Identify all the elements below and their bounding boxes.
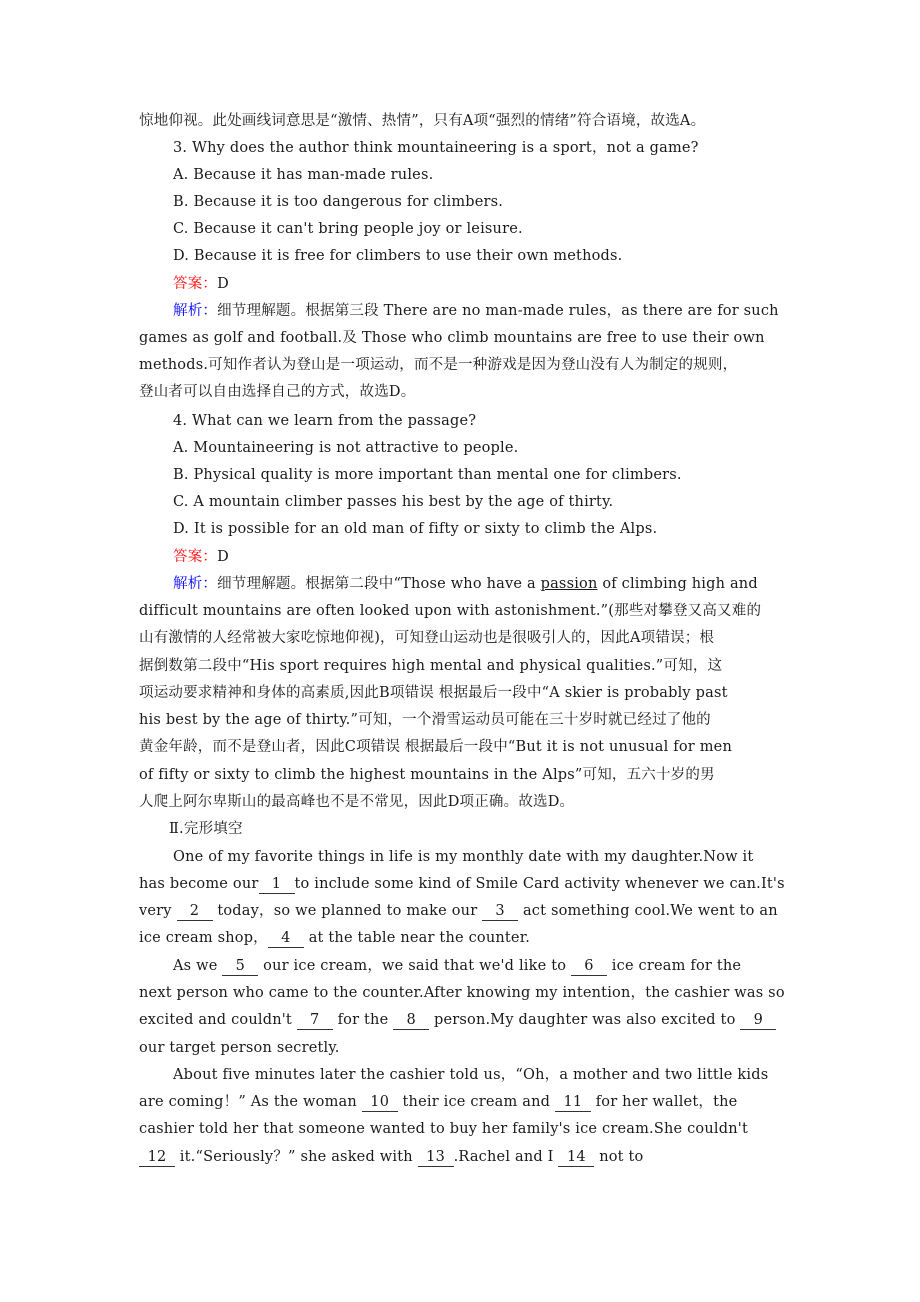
analysis-label: 解析：	[173, 576, 218, 592]
q3-analysis-line: games as golf and football.及 Those who climb mountains are free to use their own	[139, 330, 765, 346]
blank-1: 1	[259, 875, 295, 894]
question-3: 3. Why does the author think mountaineering is a sport，not a game?	[173, 140, 699, 156]
cloze-line: One of my favorite things in life is my monthly date with my daughter.Now it	[173, 849, 754, 865]
q4-option-b: B. Physical quality is more important than mental one for climbers.	[173, 467, 682, 483]
cloze-line: our target person secretly.	[139, 1040, 340, 1056]
blank-13: 13	[418, 1148, 454, 1167]
q3-analysis-line: 解析：细节理解题。根据第三段 There are no man-made rules，as there are for such	[173, 303, 779, 319]
cloze-line: very 2 today，so we planned to make our 3 act something cool.We went to an	[139, 903, 778, 919]
answer-label: 答案：	[173, 276, 218, 292]
q4-answer	[173, 544, 229, 571]
blank-8: 8	[393, 1011, 429, 1030]
blank-9: 9	[740, 1011, 776, 1030]
q4-analysis-line: 人爬上阿尔卑斯山的最高峰也不是不常见，因此D项正确。故选D。	[139, 794, 575, 810]
q3-option-d: D. Because it is free for climbers to use their own methods.	[173, 248, 623, 264]
text-line: 惊地仰视。此处画线词意思是“激情、热情”，只有A项“强烈的情绪”符合语境，故选A。	[139, 113, 706, 129]
q4-analysis-line: 黄金年龄，而不是登山者，因此C项错误 根据最后一段中“But it is not unusual for men	[139, 739, 733, 755]
q3-analysis-line: methods.可知作者认为登山是一项运动，而不是一种游戏是因为登山没有人为制定的规则，	[139, 357, 738, 373]
answer-label: 答案：	[173, 549, 218, 565]
analysis-label: 解析：	[173, 303, 218, 319]
q4-analysis-line: his best by the age of thirty.”可知，一个滑雪运动员可能在三十岁时就已经过了他的	[139, 712, 711, 728]
q4-analysis-line: of fifty or sixty to climb the highest mountains in the Alps”可知，五六十岁的男	[139, 767, 715, 783]
cloze-line: has become our 1 to include some kind of Smile Card activity whenever we can.It's	[139, 876, 785, 892]
cloze-line: excited and couldn't 7 for the 8 person.My daughter was also excited to 9	[139, 1007, 776, 1034]
blank-4: 4	[268, 929, 304, 948]
cloze-line: cashier told her that someone wanted to buy her family's ice cream.She couldn't	[139, 1121, 748, 1137]
q3-option-b: B. Because it is too dangerous for climbers.	[173, 194, 504, 210]
q4-analysis-line: difficult mountains are often looked upon with astonishment.”(那些对攀登又高又难的	[139, 603, 762, 619]
q4-analysis-line: 据倒数第二段中“His sport requires high mental and physical qualities.”可知，这	[139, 658, 723, 674]
q4-option-c: C. A mountain climber passes his best by the age of thirty.	[173, 494, 614, 510]
question-4: 4. What can we learn from the passage?	[173, 413, 477, 429]
section-title: Ⅱ.完形填空	[169, 821, 243, 837]
blank-10: 10	[362, 1093, 398, 1112]
q3-analysis-line: 登山者可以自由选择自己的方式，故选D。	[139, 384, 416, 400]
blank-14: 14	[558, 1148, 594, 1167]
blank-11: 11	[555, 1093, 591, 1112]
underlined-word: passion	[540, 576, 598, 592]
answer-value: D	[217, 549, 229, 565]
q4-analysis-line: 解析：细节理解题。根据第二段中“Those who have a passion of climbing high and	[173, 576, 758, 592]
answer-value: D	[217, 276, 229, 292]
q4-option-d: D. It is possible for an old man of fifty or sixty to climb the Alps.	[173, 521, 658, 537]
cloze-line: 12 it.“Seriously？” she asked with 13 .Rachel and I 14 not to	[139, 1144, 643, 1171]
cloze-line: next person who came to the counter.After knowing my intention，the cashier was so	[139, 985, 785, 1001]
blank-5: 5	[222, 957, 258, 976]
cloze-line: ice cream shop， 4 at the table near the counter.	[139, 930, 531, 946]
cloze-line: are coming！” As the woman 10 their ice cream and 11 for her wallet，the	[139, 1094, 738, 1110]
blank-7: 7	[297, 1011, 333, 1030]
q4-analysis-line: 山有激情的人经常被大家吃惊地仰视)，可知登山运动也是很吸引人的，因此A项错误；根	[139, 630, 715, 646]
q4-option-a: A. Mountaineering is not attractive to people.	[173, 440, 519, 456]
blank-3: 3	[482, 902, 518, 921]
q3-option-a: A. Because it has man-made rules.	[173, 167, 434, 183]
blank-6: 6	[571, 957, 607, 976]
blank-2: 2	[177, 902, 213, 921]
cloze-line: About five minutes later the cashier told us，“Oh，a mother and two little kids	[173, 1067, 769, 1083]
q3-option-c: C. Because it can't bring people joy or leisure.	[173, 221, 523, 237]
cloze-line: As we 5 our ice cream，we said that we'd like to 6 ice cream for the	[173, 958, 742, 974]
q4-analysis-line: 项运动要求精神和身体的高素质,因此B项错误 根据最后一段中“A skier is probably past	[139, 685, 728, 701]
blank-12: 12	[139, 1148, 175, 1167]
q3-answer	[173, 271, 229, 298]
